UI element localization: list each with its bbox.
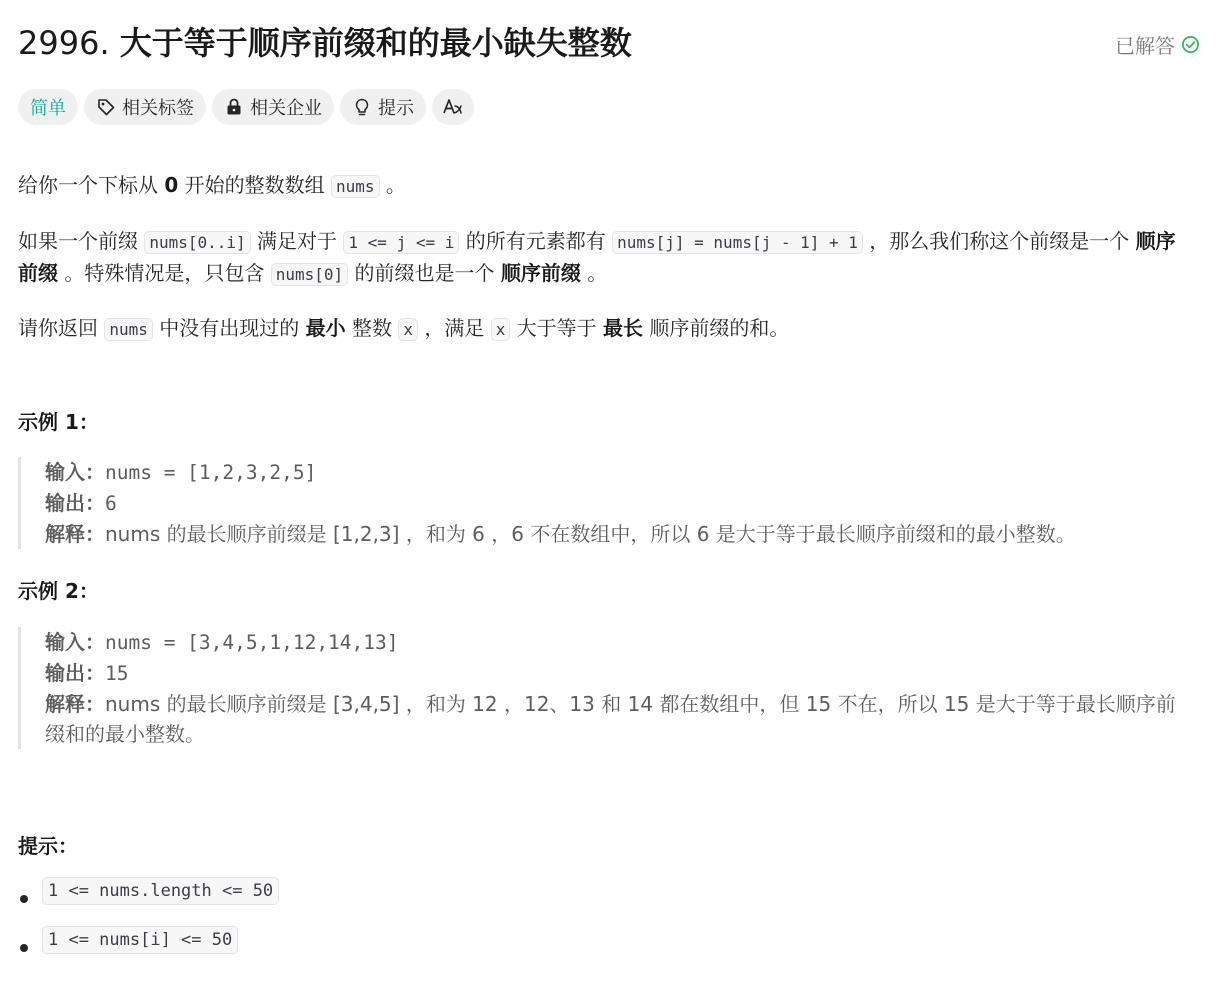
lightbulb-icon [352,97,372,117]
inline-code: x [491,318,511,341]
inline-code: nums[j] = nums[j - 1] + 1 [612,231,863,254]
list-item [18,880,279,929]
constraint-code: 1 <= nums[i] <= 50 [42,926,238,954]
difficulty-badge[interactable] [18,89,78,125]
example-2-block [18,627,1188,749]
translate-button[interactable] [432,89,474,125]
example-1-title: 示例 1： [18,410,99,434]
difficulty-label: 简单 [30,98,66,119]
inline-code: nums[0..i] [144,231,250,254]
description-paragraph-1: 给你一个下标从 0 开始的整数数组 nums 。 [18,173,406,197]
translate-icon [442,96,464,118]
related-companies-label: 相关企业 [250,98,322,119]
problem-number: 2996. [18,24,110,62]
hint-label: 提示 [378,98,414,119]
example-2-output: 输出：15 [45,661,129,685]
constraint-code: 1 <= nums.length <= 50 [42,877,279,905]
problem-title [18,18,632,68]
example-2-explanation: 解释：nums 的最长顺序前缀是 [3,4,5] ，和为 12 ，12、13 和 14 都在数组中，但 15 不在，所以 15 是大于等于最长顺序前缀和的最小整数。 [45,692,1176,746]
constraints-list [18,880,279,978]
description-paragraph-2: 如果一个前缀 nums[0..i] 满足对于 1 <= j <= i 的所有元素都有 nums[j] = nums[j - 1] + 1 ，那么我们称这个前缀是一个 顺序前缀 。特殊情况是，只包含 nums[0] 的前缀也是一个 顺序前缀 。 [18,229,1176,285]
problem-name: 大于等于顺序前缀和的最小缺失整数 [119,24,632,62]
example-1-explanation: 解释：nums 的最长顺序前缀是 [1,2,3] ，和为 6 ，6 不在数组中，所以 6 是大于等于最长顺序前缀和的最小整数。 [45,522,1076,546]
solved-status [1115,30,1200,59]
description-paragraph-3: 请你返回 nums 中没有出现过的 最小 整数 x ，满足 x 大于等于 最长 顺序前缀的和。 [18,316,790,340]
inline-code: 1 <= j <= i [343,231,459,254]
tag-bar [18,89,474,125]
list-item [18,929,279,978]
constraints-title: 提示： [18,834,78,858]
lock-icon [224,97,244,117]
example-2-title: 示例 2： [18,579,99,603]
title-row [18,18,1200,68]
related-tags-label: 相关标签 [122,98,194,119]
tag-icon [96,97,116,117]
example-1-block [18,457,1188,549]
related-companies-button[interactable] [212,89,334,125]
example-1-input: 输入：nums = [1,2,3,2,5] [45,460,317,484]
example-2-input: 输入：nums = [3,4,5,1,12,14,13] [45,630,399,654]
inline-code: nums[0] [271,263,348,286]
related-tags-button[interactable] [84,89,206,125]
example-1-output: 输出：6 [45,491,117,515]
check-circle-icon [1181,35,1200,54]
solved-label: 已解答 [1115,34,1175,58]
hint-button[interactable] [340,89,426,125]
inline-code: x [398,318,418,341]
inline-code: nums [104,318,153,341]
inline-code: nums [331,175,380,198]
